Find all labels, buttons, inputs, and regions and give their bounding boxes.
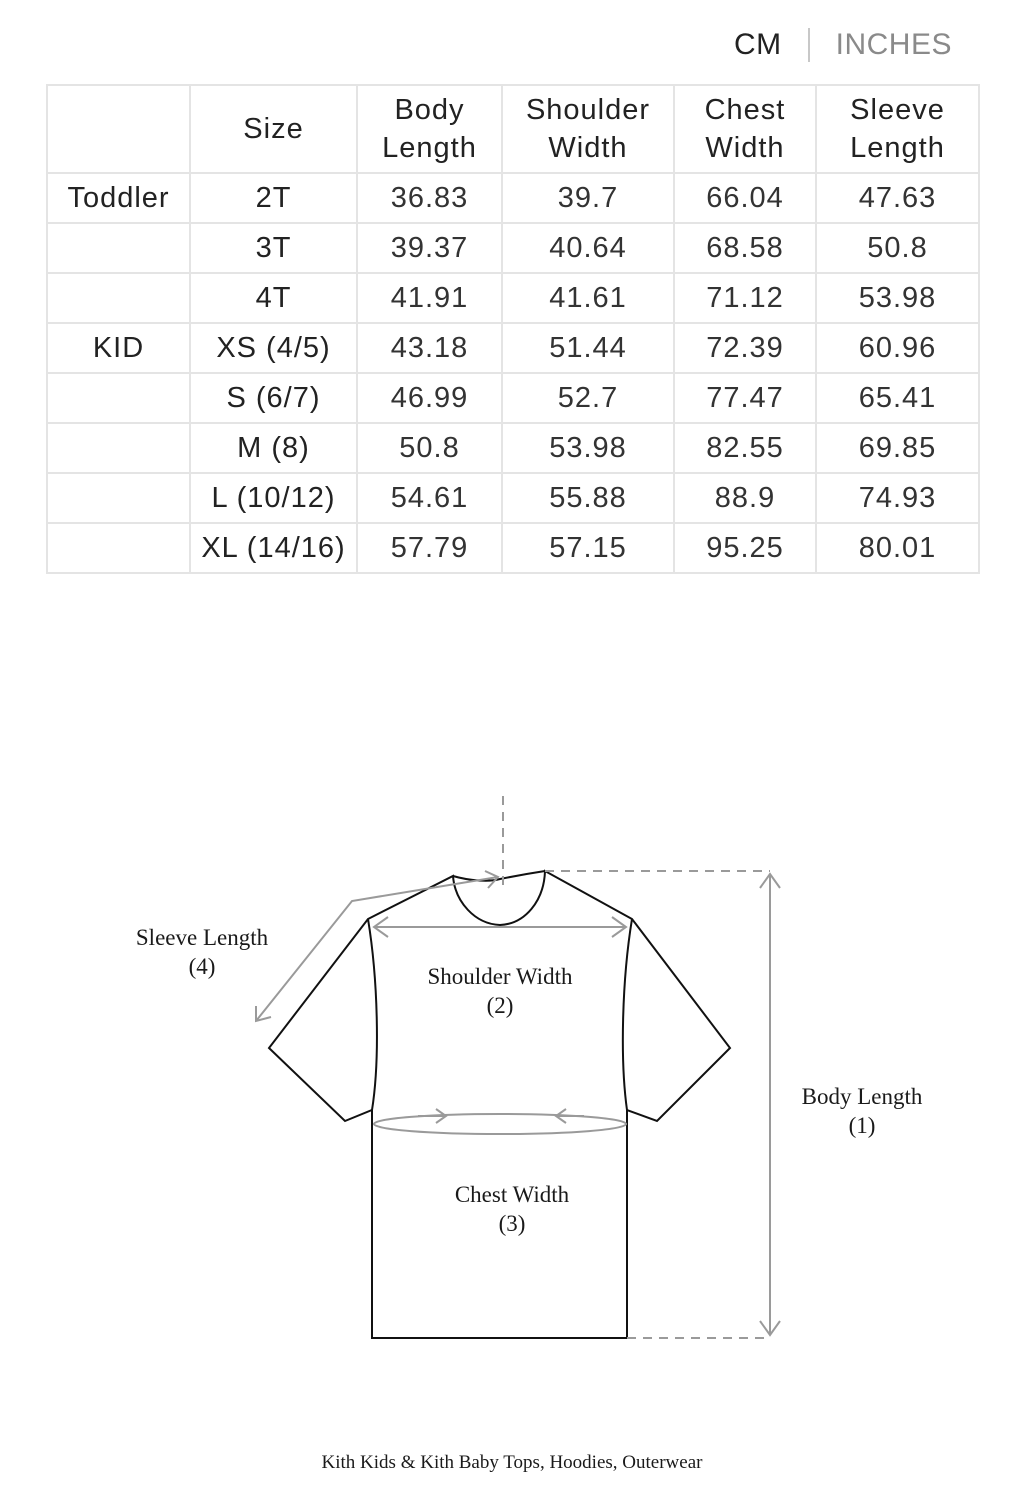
table-row <box>47 323 979 373</box>
tshirt-right-armhole <box>623 919 632 1110</box>
cell-body-length: 41.91 <box>357 273 502 323</box>
cell-chest-width: 95.25 <box>674 523 816 573</box>
cell-group <box>47 273 190 323</box>
cell-shoulder-width: 40.64 <box>502 223 674 273</box>
cell-sleeve-length: 47.63 <box>816 173 979 223</box>
header-sleeve-length-line1: Sleeve <box>850 94 945 126</box>
measurement-diagram <box>0 780 1024 1370</box>
sleeve-length-label-text: Sleeve Length <box>135 925 269 950</box>
cell-body-length: 36.83 <box>357 173 502 223</box>
cell-size: XL (14/16) <box>190 523 357 573</box>
cell-size: 4T <box>190 273 357 323</box>
tshirt-left-armhole <box>368 919 377 1110</box>
table-row <box>47 423 979 473</box>
tshirt-measurement-icon <box>0 780 1024 1370</box>
cell-sleeve-length: 74.93 <box>816 473 979 523</box>
cell-chest-width: 66.04 <box>674 173 816 223</box>
cell-sleeve-length: 80.01 <box>816 523 979 573</box>
cell-group: Toddler <box>47 173 190 223</box>
table-row <box>47 523 979 573</box>
header-body-length-line1: Body <box>394 94 465 126</box>
table-row <box>47 173 979 223</box>
cell-sleeve-length: 60.96 <box>816 323 979 373</box>
header-sleeve-length <box>816 85 979 173</box>
table-row <box>47 373 979 423</box>
shoulder-width-label-num: (2) <box>486 993 514 1018</box>
cell-body-length: 57.79 <box>357 523 502 573</box>
header-shoulder-width <box>502 85 674 173</box>
size-chart-table <box>46 84 980 574</box>
cell-shoulder-width: 51.44 <box>502 323 674 373</box>
header-body-length-line2: Length <box>382 132 477 164</box>
cell-chest-width: 82.55 <box>674 423 816 473</box>
cell-size: M (8) <box>190 423 357 473</box>
shoulder-width-label-text: Shoulder Width <box>427 964 573 989</box>
cell-size: 2T <box>190 173 357 223</box>
cell-group <box>47 223 190 273</box>
body-length-label-text: Body Length <box>801 1084 923 1109</box>
header-shoulder-width-line2: Width <box>548 132 628 164</box>
cell-chest-width: 88.9 <box>674 473 816 523</box>
sleeve-length-label <box>122 923 282 981</box>
body-length-label <box>782 1082 942 1140</box>
cell-sleeve-length: 53.98 <box>816 273 979 323</box>
cell-body-length: 43.18 <box>357 323 502 373</box>
cell-group <box>47 473 190 523</box>
cell-group <box>47 523 190 573</box>
shoulder-width-label <box>400 962 600 1020</box>
chest-width-label-text: Chest Width <box>454 1182 570 1207</box>
header-shoulder-width-line1: Shoulder <box>525 94 651 126</box>
cell-shoulder-width: 41.61 <box>502 273 674 323</box>
body-length-label-num: (1) <box>848 1113 876 1138</box>
sleeve-length-label-num: (4) <box>188 954 216 979</box>
cell-group <box>47 373 190 423</box>
cell-chest-width: 77.47 <box>674 373 816 423</box>
table-row <box>47 273 979 323</box>
cell-body-length: 39.37 <box>357 223 502 273</box>
cell-sleeve-length: 69.85 <box>816 423 979 473</box>
cell-shoulder-width: 39.7 <box>502 173 674 223</box>
chest-width-ellipse <box>374 1114 626 1134</box>
cell-group <box>47 423 190 473</box>
cell-shoulder-width: 57.15 <box>502 523 674 573</box>
product-caption: Kith Kids & Kith Baby Tops, Hoodies, Outerwear <box>321 1452 703 1473</box>
cell-shoulder-width: 53.98 <box>502 423 674 473</box>
header-body-length <box>357 85 502 173</box>
header-sleeve-length-line2: Length <box>850 132 945 164</box>
unit-toggle <box>734 28 952 62</box>
cell-sleeve-length: 65.41 <box>816 373 979 423</box>
header-size: Size <box>190 85 357 173</box>
cell-body-length: 54.61 <box>357 473 502 523</box>
cell-body-length: 46.99 <box>357 373 502 423</box>
unit-cm-option[interactable]: CM <box>733 28 782 61</box>
cell-chest-width: 68.58 <box>674 223 816 273</box>
unit-inches-option[interactable]: INCHES <box>835 28 952 61</box>
tshirt-neck-back <box>453 871 545 881</box>
header-chest-width <box>674 85 816 173</box>
table-row <box>47 473 979 523</box>
cell-body-length: 50.8 <box>357 423 502 473</box>
tshirt-outline <box>269 871 730 1338</box>
cell-size: L (10/12) <box>190 473 357 523</box>
chest-width-label <box>420 1180 604 1238</box>
cell-size: S (6/7) <box>190 373 357 423</box>
chest-width-label-num: (3) <box>498 1211 526 1236</box>
cell-sleeve-length: 50.8 <box>816 223 979 273</box>
cell-shoulder-width: 52.7 <box>502 373 674 423</box>
cell-size: 3T <box>190 223 357 273</box>
header-chest-width-line2: Width <box>705 132 785 164</box>
table-row <box>47 223 979 273</box>
cell-shoulder-width: 55.88 <box>502 473 674 523</box>
cell-size: XS (4/5) <box>190 323 357 373</box>
table-header-row <box>47 85 979 173</box>
header-group <box>47 85 190 173</box>
cell-group: KID <box>47 323 190 373</box>
header-chest-width-line1: Chest <box>704 94 786 126</box>
cell-chest-width: 72.39 <box>674 323 816 373</box>
unit-divider <box>808 28 810 62</box>
cell-chest-width: 71.12 <box>674 273 816 323</box>
